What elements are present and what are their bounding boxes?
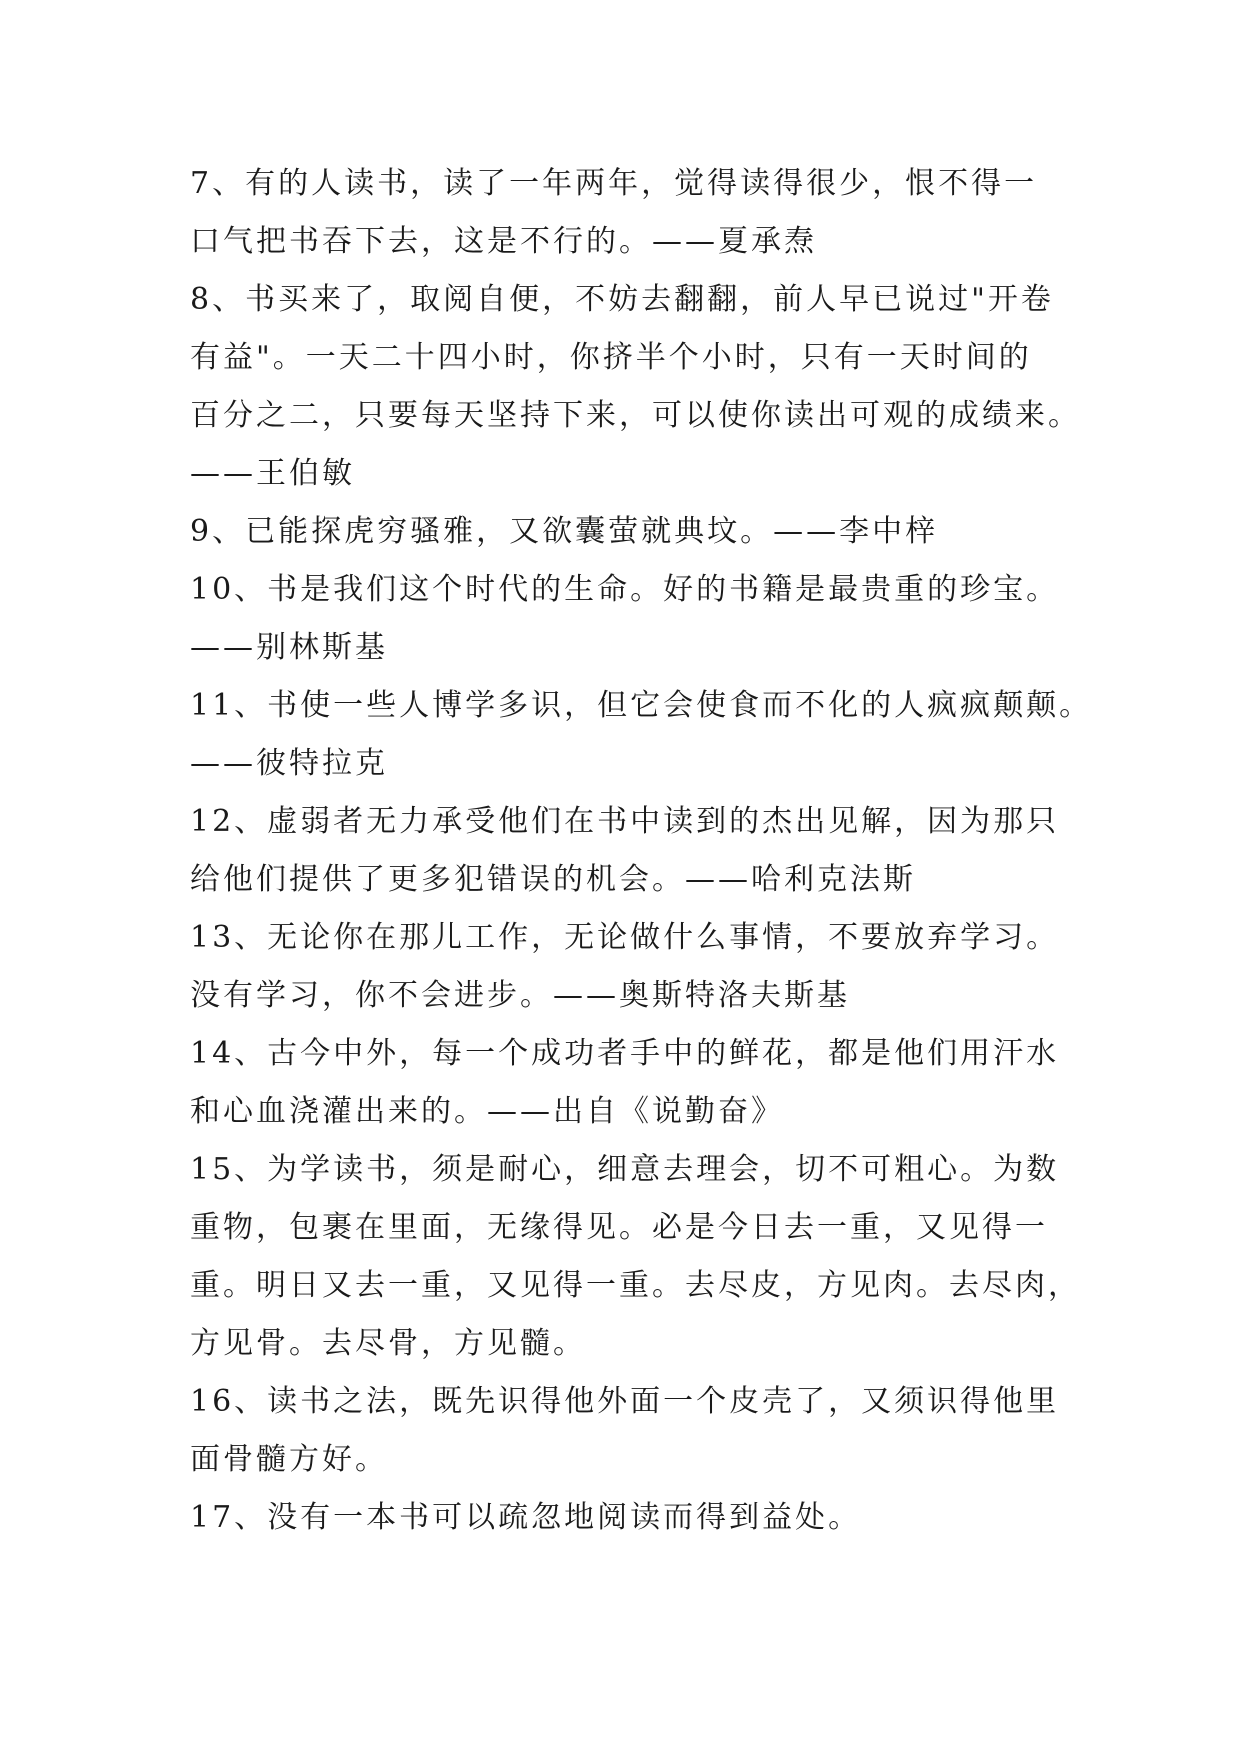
text-line: 重物，包裹在里面，无缘得见。必是今日去一重，又见得一 bbox=[190, 1210, 1048, 1245]
text-line: 13、无论你在那儿工作，无论做什么事情，不要放弃学习。 bbox=[190, 920, 1060, 955]
text-line: 重。明日又去一重，又见得一重。去尽皮，方见肉。去尽肉， bbox=[190, 1268, 1081, 1303]
text-line: ——彼特拉克 bbox=[190, 746, 388, 781]
text-line: 口气把书吞下去，这是不行的。——夏承焘 bbox=[190, 224, 817, 259]
text-line: 15、为学读书，须是耐心，细意去理会，切不可粗心。为数 bbox=[190, 1152, 1060, 1187]
document-body bbox=[190, 155, 1093, 1547]
text-line: 8、书买来了，取阅自便，不妨去翻翻，前人早已说过"开卷 bbox=[190, 282, 1054, 317]
text-line: 有益"。一天二十四小时，你挤半个小时，只有一天时间的 bbox=[190, 340, 1032, 375]
text-line: 9、已能探虎穷骚雅，又欲囊萤就典坟。——李中梓 bbox=[190, 514, 939, 549]
text-line: 16、读书之法，既先识得他外面一个皮壳了，又须识得他里 bbox=[190, 1384, 1060, 1419]
text-line: 方见骨。去尽骨，方见髓。 bbox=[190, 1326, 586, 1361]
text-line: 给他们提供了更多犯错误的机会。——哈利克法斯 bbox=[190, 862, 916, 897]
text-line: 和心血浇灌出来的。——出自《说勤奋》 bbox=[190, 1094, 784, 1129]
text-line: 7、有的人读书，读了一年两年，觉得读得很少，恨不得一 bbox=[190, 166, 1038, 201]
text-line: 17、没有一本书可以疏忽地阅读而得到益处。 bbox=[190, 1500, 862, 1535]
text-line: 12、虚弱者无力承受他们在书中读到的杰出见解，因为那只 bbox=[190, 804, 1060, 839]
text-line: 14、古今中外，每一个成功者手中的鲜花，都是他们用汗水 bbox=[190, 1036, 1060, 1071]
text-line: 百分之二，只要每天坚持下来，可以使你读出可观的成绩来。 bbox=[190, 398, 1081, 433]
text-line: 面骨髓方好。 bbox=[190, 1442, 388, 1477]
text-line: 10、书是我们这个时代的生命。好的书籍是最贵重的珍宝。 bbox=[190, 572, 1060, 607]
text-line: ——王伯敏 bbox=[190, 456, 355, 491]
text-line: 11、书使一些人博学多识，但它会使食而不化的人疯疯颠颠。 bbox=[190, 688, 1093, 723]
text-line: 没有学习，你不会进步。——奥斯特洛夫斯基 bbox=[190, 978, 850, 1013]
text-line: ——别林斯基 bbox=[190, 630, 388, 665]
